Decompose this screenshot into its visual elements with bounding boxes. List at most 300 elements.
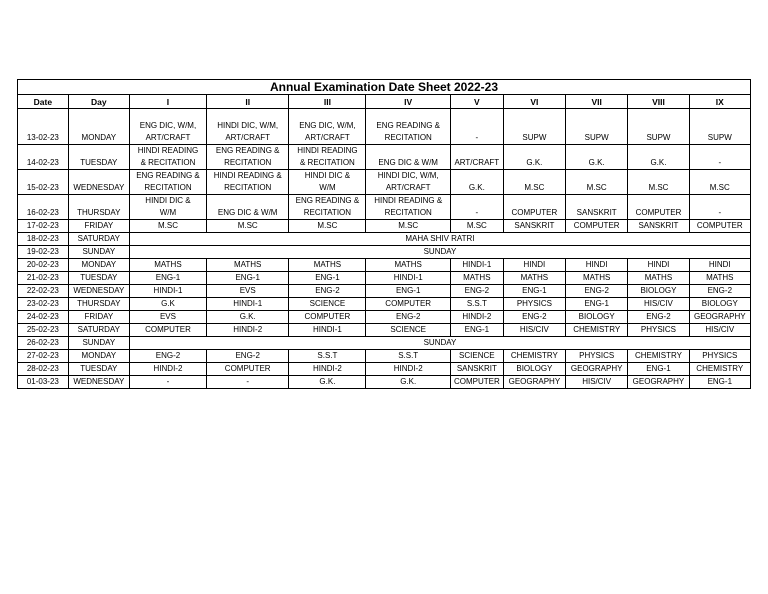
subject-cell: [689, 272, 750, 285]
subject-text: ENG READING &: [136, 171, 200, 180]
holiday-cell: MAHA SHIV RATRI: [129, 233, 750, 246]
subject-cell: [689, 311, 750, 324]
date-sheet-body: [18, 109, 751, 389]
subject-cell: [289, 109, 366, 145]
table-row: [18, 145, 751, 170]
subject-text: ENG DIC, W/M,: [139, 121, 197, 130]
subject-cell: [503, 220, 565, 233]
subject-cell: [566, 109, 628, 145]
subject-cell: [207, 350, 289, 363]
subject-cell: [129, 363, 206, 376]
subject-text: GEOGRAPHY: [570, 364, 623, 373]
subject-text: -: [246, 377, 250, 386]
subject-text: HIS/CIV: [582, 377, 612, 386]
subject-cell: [689, 109, 750, 145]
subject-cell: [366, 324, 450, 337]
subject-text: HINDI: [647, 260, 670, 269]
date-cell: 22-02-23: [18, 285, 69, 298]
day-cell: THURSDAY: [68, 195, 129, 220]
subject-text: -: [475, 133, 479, 142]
subject-cell: [566, 324, 628, 337]
subject-text: ENG-2: [707, 286, 733, 295]
subject-cell: [450, 298, 503, 311]
day-cell: FRIDAY: [68, 220, 129, 233]
subject-cell: [689, 363, 750, 376]
subject-cell: [689, 145, 750, 170]
date-cell: 16-02-23: [18, 195, 69, 220]
subject-text: HINDI-1: [153, 286, 183, 295]
subject-cell: [628, 220, 689, 233]
subject-text: ART/CRAFT: [454, 158, 500, 167]
subject-cell: [450, 259, 503, 272]
table-row: [18, 220, 751, 233]
subject-cell: [129, 311, 206, 324]
subject-text: HINDI-2: [233, 325, 263, 334]
subject-text: COMPUTER: [224, 364, 271, 373]
subject-text: S.S.T: [466, 299, 487, 308]
subject-cell: [450, 272, 503, 285]
subject-text: S.S.T: [317, 351, 338, 360]
column-header-class-viii: VIII: [628, 95, 689, 109]
subject-text: G.K.: [650, 158, 667, 167]
subject-text: M.SC: [466, 221, 487, 230]
subject-cell: [503, 259, 565, 272]
date-cell: 23-02-23: [18, 298, 69, 311]
subject-cell: [689, 285, 750, 298]
subject-text: HINDI: [585, 260, 608, 269]
subject-text: M.SC: [157, 221, 178, 230]
day-cell: MONDAY: [68, 109, 129, 145]
subject-cell: [566, 311, 628, 324]
subject-text: SCIENCE: [459, 351, 495, 360]
column-header-day: Day: [68, 95, 129, 109]
subject-cell: [366, 272, 450, 285]
subject-text: HIS/CIV: [644, 299, 673, 308]
subject-text: SUPW: [646, 133, 671, 142]
table-row: [18, 311, 751, 324]
subject-text: RECITATION: [303, 208, 352, 217]
subject-cell: [129, 259, 206, 272]
subject-cell: [503, 170, 565, 195]
subject-text: SUPW: [584, 133, 609, 142]
subject-cell: [628, 363, 689, 376]
subject-text: ENG-1: [522, 286, 547, 295]
subject-cell: [689, 350, 750, 363]
subject-cell: [566, 220, 628, 233]
column-header-class-ii: II: [207, 95, 289, 109]
subject-cell: [129, 376, 206, 389]
subject-text: G.K.: [239, 312, 256, 321]
table-row: [18, 272, 751, 285]
subject-text: MATHS: [520, 273, 549, 282]
column-header-date: Date: [18, 95, 69, 109]
subject-text: ENG-1: [235, 273, 260, 282]
subject-text: HINDI: [708, 260, 731, 269]
subject-cell: [207, 145, 289, 170]
date-cell: 13-02-23: [18, 109, 69, 145]
subject-text: ART/CRAFT: [145, 133, 191, 142]
subject-text: ENG-1: [155, 273, 181, 282]
subject-text: & RECITATION: [300, 158, 355, 167]
subject-text: SANSKRIT: [456, 364, 497, 373]
sheet-title: Annual Examination Date Sheet 2022-23: [18, 80, 751, 95]
date-cell: 14-02-23: [18, 145, 69, 170]
table-row: [18, 350, 751, 363]
subject-text: COMPUTER: [385, 299, 432, 308]
subject-text: ENG READING &: [215, 146, 280, 155]
subject-cell: [289, 145, 366, 170]
subject-text: G.K.: [526, 158, 543, 167]
subject-cell: [566, 285, 628, 298]
subject-cell: [207, 220, 289, 233]
subject-cell: [566, 170, 628, 195]
subject-cell: [207, 195, 289, 220]
subject-text: PHYSICS: [579, 351, 615, 360]
date-cell: 01-03-23: [18, 376, 69, 389]
subject-text: PHYSICS: [640, 325, 677, 334]
subject-text: ENG-2: [522, 312, 547, 321]
subject-text: HINDI DIC, W/M,: [377, 171, 439, 180]
date-cell: 21-02-23: [18, 272, 69, 285]
subject-text: SUPW: [522, 133, 547, 142]
subject-text: ART/CRAFT: [225, 133, 271, 142]
subject-text: CHEMISTRY: [696, 364, 744, 373]
subject-cell: [566, 350, 628, 363]
subject-text: COMPUTER: [145, 325, 191, 334]
subject-cell: [289, 259, 366, 272]
subject-cell: [628, 298, 689, 311]
subject-text: HINDI READING: [137, 146, 199, 155]
subject-text: ENG-2: [155, 351, 181, 360]
subject-cell: [689, 376, 750, 389]
subject-text: HIS/CIV: [705, 325, 735, 334]
subject-cell: [129, 109, 206, 145]
subject-text: HINDI-1: [233, 299, 263, 308]
subject-text: ENG-1: [584, 299, 609, 308]
subject-text: G.K.: [468, 183, 485, 192]
subject-cell: [628, 145, 689, 170]
table-row: [18, 337, 751, 350]
day-cell: TUESDAY: [68, 272, 129, 285]
subject-cell: [207, 298, 289, 311]
day-cell: THURSDAY: [68, 298, 129, 311]
subject-text: M.SC: [648, 183, 669, 192]
subject-text: ENG-1: [315, 273, 340, 282]
subject-text: M.SC: [317, 221, 338, 230]
subject-text: BIOLOGY: [578, 312, 615, 321]
subject-text: MATHS: [706, 273, 734, 282]
subject-text: HINDI-2: [312, 364, 342, 373]
date-cell: 18-02-23: [18, 233, 69, 246]
subject-cell: [566, 259, 628, 272]
subject-text: ENG DIC & W/M: [378, 158, 438, 167]
date-cell: 24-02-23: [18, 311, 69, 324]
subject-cell: [628, 195, 689, 220]
subject-cell: [628, 311, 689, 324]
subject-cell: [366, 285, 450, 298]
subject-cell: [450, 376, 503, 389]
subject-text: M.SC: [586, 183, 607, 192]
subject-cell: [503, 285, 565, 298]
day-cell: MONDAY: [68, 350, 129, 363]
subject-cell: [207, 363, 289, 376]
subject-text: HINDI DIC &: [304, 171, 351, 180]
subject-cell: [689, 259, 750, 272]
subject-cell: [566, 272, 628, 285]
subject-cell: [566, 363, 628, 376]
subject-text: SANSKRIT: [638, 221, 679, 230]
date-cell: 28-02-23: [18, 363, 69, 376]
table-row: [18, 109, 751, 145]
subject-cell: [366, 145, 450, 170]
subject-cell: [566, 376, 628, 389]
subject-cell: [366, 350, 450, 363]
subject-cell: [207, 376, 289, 389]
subject-text: HINDI: [523, 260, 546, 269]
subject-text: HINDI DIC &: [145, 196, 191, 205]
subject-cell: [289, 324, 366, 337]
day-cell: SUNDAY: [68, 246, 129, 259]
subject-text: EVS: [239, 286, 256, 295]
subject-cell: [628, 376, 689, 389]
day-cell: WEDNESDAY: [68, 285, 129, 298]
subject-text: ENG-1: [707, 377, 733, 386]
subject-text: RECITATION: [224, 183, 272, 192]
subject-text: ENG-2: [395, 312, 421, 321]
subject-text: S.S.T: [398, 351, 419, 360]
subject-text: COMPUTER: [453, 377, 500, 386]
subject-text: SCIENCE: [390, 325, 426, 334]
column-header-class-iv: IV: [366, 95, 450, 109]
subject-cell: [450, 170, 503, 195]
subject-cell: [689, 170, 750, 195]
subject-text: MATHS: [233, 260, 262, 269]
day-cell: WEDNESDAY: [68, 170, 129, 195]
subject-cell: [207, 285, 289, 298]
subject-cell: [689, 220, 750, 233]
subject-cell: [129, 272, 206, 285]
table-row: [18, 324, 751, 337]
subject-text: GEOGRAPHY: [632, 377, 685, 386]
subject-cell: [366, 363, 450, 376]
subject-cell: [289, 195, 366, 220]
subject-text: MATHS: [582, 273, 611, 282]
day-cell: FRIDAY: [68, 311, 129, 324]
subject-text: G.K.: [588, 158, 605, 167]
table-row: [18, 170, 751, 195]
subject-cell: [289, 298, 366, 311]
subject-text: G.K.: [319, 377, 336, 386]
subject-cell: [450, 363, 503, 376]
column-header-class-i: I: [129, 95, 206, 109]
subject-text: SANSKRIT: [576, 208, 617, 217]
subject-text: M.SC: [524, 183, 545, 192]
subject-cell: [366, 170, 450, 195]
subject-text: COMPUTER: [511, 208, 558, 217]
subject-text: -: [718, 158, 722, 167]
subject-cell: [289, 220, 366, 233]
column-header-class-vii: VII: [566, 95, 628, 109]
date-cell: 26-02-23: [18, 337, 69, 350]
subject-cell: [366, 195, 450, 220]
date-cell: 15-02-23: [18, 170, 69, 195]
subject-text: HINDI-2: [462, 312, 492, 321]
table-row: [18, 376, 751, 389]
column-header-class-ix: IX: [689, 95, 750, 109]
subject-text: ENG-2: [584, 286, 609, 295]
date-sheet-table: [17, 79, 751, 389]
subject-text: GEOGRAPHY: [508, 377, 561, 386]
subject-text: M.SC: [709, 183, 730, 192]
subject-text: SANSKRIT: [514, 221, 555, 230]
subject-text: RECITATION: [384, 133, 432, 142]
subject-text: RECITATION: [384, 208, 432, 217]
subject-cell: [129, 324, 206, 337]
day-cell: MONDAY: [68, 259, 129, 272]
subject-cell: [129, 285, 206, 298]
subject-text: EVS: [159, 312, 176, 321]
subject-cell: [289, 285, 366, 298]
subject-text: ENG-2: [235, 351, 260, 360]
subject-cell: [503, 195, 565, 220]
subject-text: -: [718, 208, 722, 217]
subject-text: W/M: [159, 208, 177, 217]
subject-cell: [289, 170, 366, 195]
subject-text: ENG DIC, W/M,: [299, 121, 356, 130]
subject-cell: [129, 145, 206, 170]
date-cell: 17-02-23: [18, 220, 69, 233]
subject-cell: [450, 220, 503, 233]
subject-text: GEOGRAPHY: [694, 312, 746, 321]
subject-cell: [129, 350, 206, 363]
subject-cell: [450, 324, 503, 337]
subject-text: COMPUTER: [304, 312, 351, 321]
subject-text: MATHS: [394, 260, 422, 269]
subject-text: HINDI-2: [153, 364, 183, 373]
column-header-row: [18, 95, 751, 109]
subject-text: HINDI READING &: [213, 171, 282, 180]
subject-text: HINDI READING &: [374, 196, 443, 205]
day-cell: TUESDAY: [68, 363, 129, 376]
subject-text: HINDI-1: [462, 260, 492, 269]
date-cell: 27-02-23: [18, 350, 69, 363]
subject-cell: [450, 350, 503, 363]
day-cell: TUESDAY: [68, 145, 129, 170]
subject-cell: [628, 259, 689, 272]
day-cell: WEDNESDAY: [68, 376, 129, 389]
subject-text: G.K: [161, 299, 175, 308]
subject-cell: [628, 285, 689, 298]
day-cell: SATURDAY: [68, 233, 129, 246]
subject-text: PHYSICS: [516, 299, 552, 308]
subject-cell: [366, 109, 450, 145]
subject-text: ENG READING &: [295, 196, 360, 205]
subject-text: ENG-1: [395, 286, 421, 295]
subject-cell: [207, 109, 289, 145]
subject-text: BIOLOGY: [701, 299, 738, 308]
subject-text: M.SC: [237, 221, 258, 230]
subject-text: RECITATION: [224, 158, 272, 167]
subject-cell: [566, 195, 628, 220]
holiday-cell: SUNDAY: [129, 246, 750, 259]
subject-text: HINDI READING: [297, 146, 358, 155]
subject-cell: [129, 195, 206, 220]
subject-text: ENG DIC & W/M: [217, 208, 278, 217]
subject-cell: [366, 220, 450, 233]
subject-cell: [207, 259, 289, 272]
subject-cell: [207, 272, 289, 285]
subject-cell: [289, 350, 366, 363]
column-header-class-iii: III: [289, 95, 366, 109]
subject-cell: [689, 298, 750, 311]
subject-text: MATHS: [313, 260, 342, 269]
subject-cell: [566, 145, 628, 170]
subject-cell: [503, 145, 565, 170]
subject-cell: [503, 324, 565, 337]
subject-text: ENG READING &: [376, 121, 440, 130]
subject-cell: [503, 350, 565, 363]
subject-cell: [366, 259, 450, 272]
subject-cell: [207, 170, 289, 195]
subject-text: ART/CRAFT: [305, 133, 350, 142]
subject-cell: [628, 109, 689, 145]
subject-text: COMPUTER: [573, 221, 620, 230]
subject-text: ART/CRAFT: [385, 183, 431, 192]
subject-cell: [450, 195, 503, 220]
subject-text: BIOLOGY: [640, 286, 677, 295]
subject-text: MATHS: [154, 260, 182, 269]
day-cell: SUNDAY: [68, 337, 129, 350]
subject-cell: [689, 324, 750, 337]
subject-cell: [129, 170, 206, 195]
subject-cell: [503, 298, 565, 311]
subject-text: SUPW: [707, 133, 732, 142]
subject-cell: [689, 195, 750, 220]
date-cell: 20-02-23: [18, 259, 69, 272]
subject-text: CHEMISTRY: [634, 351, 682, 360]
subject-cell: [628, 170, 689, 195]
subject-cell: [289, 376, 366, 389]
holiday-cell: SUNDAY: [129, 337, 750, 350]
subject-cell: [366, 311, 450, 324]
subject-text: CHEMISTRY: [573, 325, 621, 334]
table-row: [18, 363, 751, 376]
subject-text: W/M: [319, 183, 336, 192]
subject-text: ENG-1: [646, 364, 671, 373]
subject-cell: [450, 285, 503, 298]
subject-cell: [503, 109, 565, 145]
table-row: [18, 259, 751, 272]
subject-text: COMPUTER: [696, 221, 743, 230]
table-row: [18, 233, 751, 246]
subject-text: HINDI-1: [393, 273, 423, 282]
date-cell: 25-02-23: [18, 324, 69, 337]
table-row: [18, 195, 751, 220]
subject-text: MATHS: [644, 273, 673, 282]
subject-cell: [366, 298, 450, 311]
subject-cell: [129, 220, 206, 233]
column-header-class-vi: VI: [503, 95, 565, 109]
subject-cell: [289, 311, 366, 324]
subject-cell: [366, 376, 450, 389]
table-row: [18, 285, 751, 298]
subject-cell: [503, 272, 565, 285]
subject-text: ENG-2: [646, 312, 671, 321]
subject-text: RECITATION: [144, 183, 192, 192]
subject-text: HINDI DIC, W/M,: [217, 121, 279, 130]
table-row: [18, 246, 751, 259]
table-row: [18, 298, 751, 311]
